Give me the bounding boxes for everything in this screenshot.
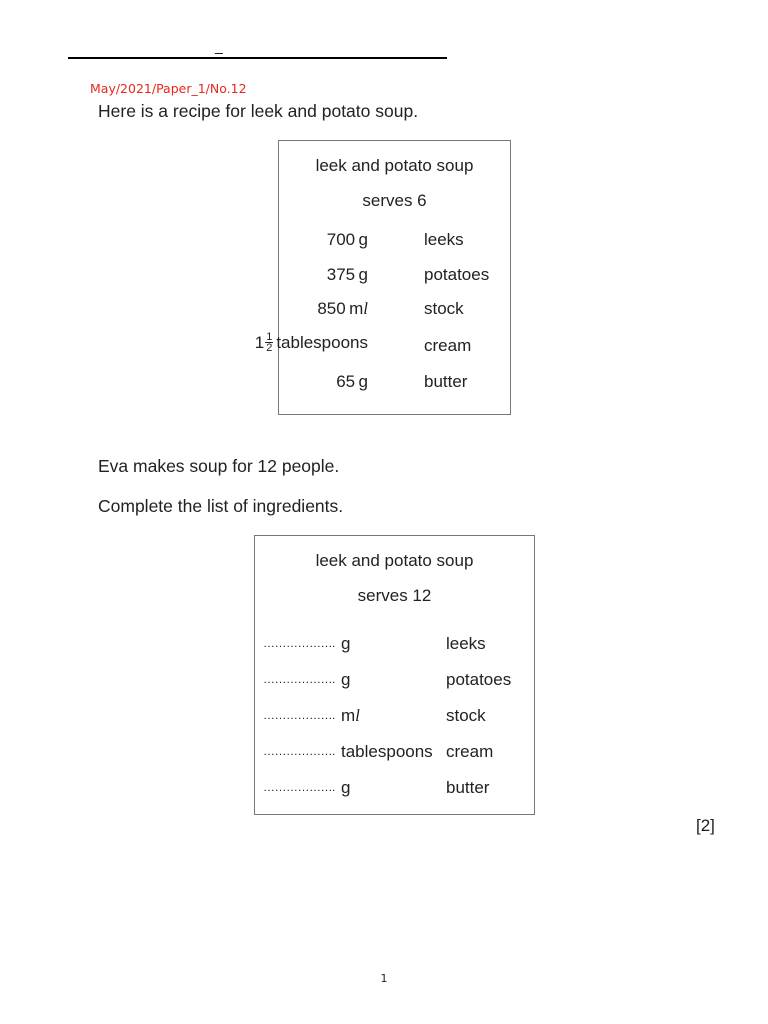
fraction: $\frac{1}{2}$: [266, 331, 273, 355]
ingredient-name: stock: [446, 706, 486, 725]
ingredient-row-cream: [255, 742, 534, 768]
ingredient-quantity: 1 $\frac{1}{2}$ tablespoons: [254, 331, 368, 355]
question-context: Eva makes soup for 12 people.: [98, 456, 340, 476]
ingredient-row-leeks: [279, 230, 510, 256]
header-rule: [68, 57, 447, 59]
recipe-box-original: [254, 140, 511, 415]
ingredient-row-potatoes: [255, 670, 534, 696]
recipe-title: leek and potato soup: [315, 156, 474, 175]
ingredient-quantity: 700 g: [326, 230, 368, 249]
ingredient-row-leeks: [255, 634, 534, 660]
ingredient-unit: ml: [341, 706, 360, 725]
page-number: 1: [380, 972, 388, 985]
answer-blank[interactable]: ……………….: [263, 780, 335, 794]
header-dash: _: [215, 38, 223, 54]
ingredient-unit: tablespoons: [341, 742, 433, 761]
source-reference: May/2021/Paper_1/No.12: [90, 81, 247, 96]
ingredient-row-butter: [279, 372, 510, 398]
ingredient-name: butter: [446, 778, 490, 797]
recipe-box-scaled: [254, 535, 535, 815]
ingredient-unit: g: [341, 634, 351, 653]
answer-blank[interactable]: ……………….: [263, 636, 335, 650]
ingredient-row-butter: [255, 778, 534, 804]
ingredient-name: leeks: [424, 230, 464, 249]
ingredient-unit: g: [341, 778, 351, 797]
ingredient-row-stock: [255, 706, 534, 732]
ingredient-unit: g: [341, 670, 351, 689]
recipe-title: leek and potato soup: [315, 551, 474, 570]
marks-allocation: [2]: [696, 816, 715, 835]
ingredient-name: potatoes: [446, 670, 512, 689]
ingredient-name: potatoes: [424, 265, 490, 284]
ingredient-row-stock: [279, 299, 510, 325]
ingredient-name: leeks: [446, 634, 486, 653]
ingredient-name: butter: [424, 372, 468, 391]
ingredient-quantity: 850 ml: [317, 299, 368, 318]
ingredient-quantity: 375 g: [326, 265, 368, 284]
recipe-serves: serves 6: [362, 191, 427, 210]
question-intro: Here is a recipe for leek and potato soup.: [98, 101, 419, 121]
recipe-serves: serves 12: [357, 586, 432, 605]
ingredient-name: cream: [446, 742, 494, 761]
answer-blank[interactable]: ……………….: [263, 744, 335, 758]
ingredient-row-cream: [254, 331, 510, 359]
ingredient-row-potatoes: [279, 265, 510, 291]
question-instruction: Complete the list of ingredients.: [98, 496, 344, 516]
ingredient-name: stock: [424, 299, 464, 318]
answer-blank[interactable]: ……………….: [263, 672, 335, 686]
answer-blank[interactable]: ……………….: [263, 708, 335, 722]
ingredient-name: cream: [424, 336, 472, 355]
ingredient-quantity: 65 g: [336, 372, 368, 391]
